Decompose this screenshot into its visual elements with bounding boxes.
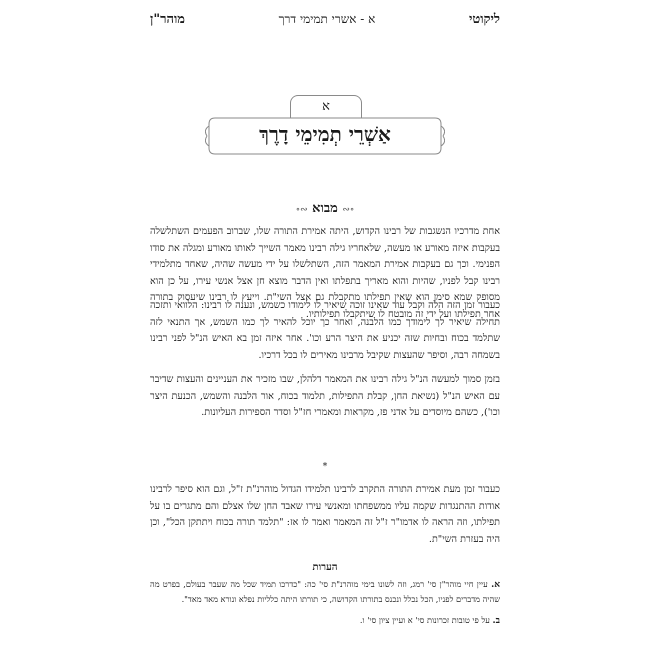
section-separator: * [322, 462, 328, 472]
footnote [150, 578, 500, 606]
running-header-book: ליקוטי [468, 12, 500, 27]
notes-heading: הערות [312, 562, 338, 573]
paragraph: אחת מדרכיו הנשגבות של רבינו הקדוש, היתה אמירת התורה שלו, שברוב הפעמים השתלשלה בעקבות איזה מאורע או מעשה, שלאחריו גילה רבינו מאמר השייך לאותו מאורע ומגלה את סודו הפנימי. וכך גם בעקבות אמירת המאמר הזה, השתלשלו על ידי מעשה שהיה, שאחד מתלמידי רבינו קבל לפניו, שהיות והוא מאריך בתפלתו ואין הדבר מוצא חן אצל אנשי עירו, על כן הוא מסופק שמא סימן הוא שאין תפילתו מתקבלת גם אצל השי"ת. וייעץ לו רבינו שיעסוק בתורה אחר תפילתו ועל ידי זה מובטח לו שיתקבלו תפילותיו. [150, 226, 500, 320]
running-header-author: מוהר"ן [150, 12, 185, 27]
paragraph: כעבור זמן הזה הלה וקבל עוד שאינו זוכה שיאיר לו לימודו כשמש, ונענה לו רבינו: הלוואי ותזכה תחילה שיאיר לך לימודך כמו הלבנה, ואחר כך יוכל להאיר לך כמו השמש, אך התנאי לזה שתלמד בכוח ובחיות שזה יכניע את היצר הרע וכו'. אחר איזה זמן בא האיש הנ"ל לפני רבינו בשמחה רבה, וסיפר שהעצות שקיבל מרבינו מאירים לו בכל דרכיו. [150, 300, 500, 361]
footnote-text: עיין חיי מוהר"ן סי' רמג, וזה לשונו בימי מוהרנ"ת סי' כה: "כדרכו תמיד שכל מה שעבר בעולם, בפרט מה שהיה מדברים לפניו, הכל נכלל ונכנס בתורתו הקדושה, כי תורתו היתה כלליות נפלא ונורא מאד מאד". [150, 579, 500, 604]
paragraph: כעבור זמן מעת אמירת התורה התקרב לרבינו תלמידו הגדול מוהרנ"ת ז"ל, וגם הוא סיפר לרבינו אודות ההתנגדות שקמה עליו ממשפחתו ומאנשי עירו שאבד החן שלו אצלם והם מתגרים בו על תפילתו, וזה הראה לו אדמו"ר ז"ל זה המאמר ואמר לו אז: "תלמד תורה בכוח ויתתקן הכל", וכן היה בעזרת השי"ת. [150, 484, 500, 545]
ornament-left-icon: ∘∾ [342, 205, 355, 215]
footnote-text: על פי טובות זכרונות סי' א ועיין ציון סי' ו. [359, 615, 490, 625]
footnote-mark: ב. [492, 616, 500, 626]
footnote-mark: א. [491, 580, 500, 590]
running-header [150, 8, 500, 30]
section-heading-text: מבוא [312, 201, 338, 216]
running-header-chapter: א - אשרי תמימי דרך [278, 11, 376, 26]
chapter-number: א [290, 95, 362, 118]
paragraph: בזמן סמוך למעשה הנ"ל גילה רבינו את המאמר דלהלן, שבו מזכיר את העניינים והעצות שדיבר עם האיש הנ"ל (נשיאת החן, קבלת התפילות, תלמוד בכוח, אור הלבנה והשמש, הכנעת היצר וכו'), כשהם מיוסדים על אדני פז, מקראות ומאמרי חז"ל וסדר הספירות העליונות. [150, 374, 500, 418]
section-heading [275, 200, 375, 218]
chapter-title: אַשְׁרֵי תְמִימֵי דָרֶךְ [259, 122, 391, 146]
ornament-right-icon: ∾∘ [295, 205, 308, 215]
chapter-title-frame [205, 112, 445, 160]
footnote [150, 614, 500, 629]
